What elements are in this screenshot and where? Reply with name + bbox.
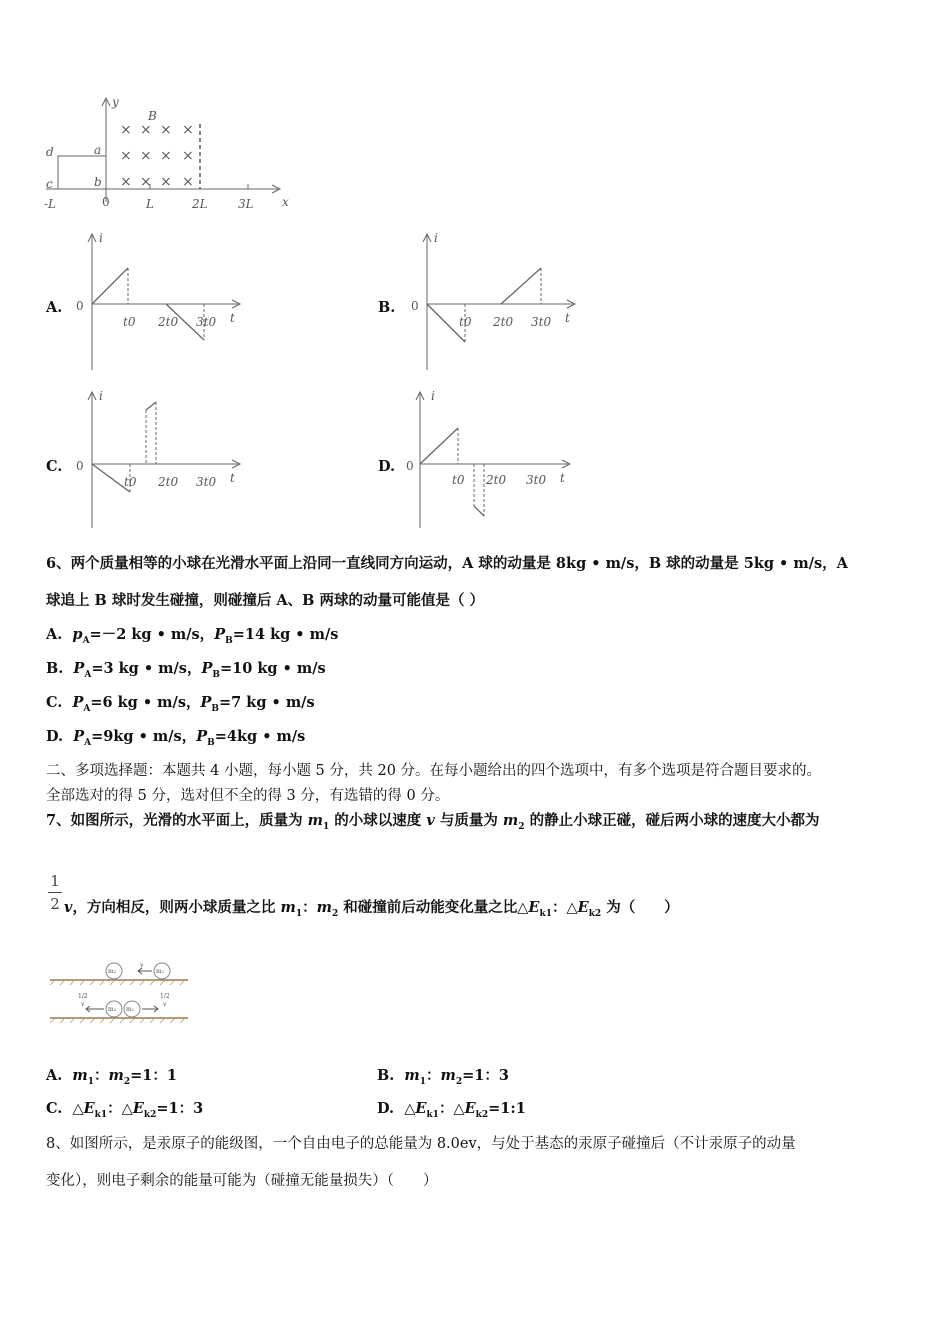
origin-label: 0 — [76, 299, 84, 313]
svg-text:×: × — [140, 122, 152, 138]
tick-label: 3t0 — [196, 475, 217, 489]
x-axis-label: t — [560, 471, 565, 485]
q6-option-d[interactable]: D. $P_A=9kg$ • m/s，$P_B=4kg$ • m/s — [46, 728, 306, 748]
graph-a — [70, 230, 250, 380]
origin-label: 0 — [406, 459, 414, 473]
fraction-denominator: 2 — [50, 895, 60, 913]
origin-label: 0 — [76, 459, 84, 473]
graph-d — [400, 388, 580, 533]
tick-label: -L — [44, 197, 57, 211]
tick-label: 3t0 — [526, 473, 547, 487]
option-c-letter[interactable]: C. — [46, 458, 63, 475]
q7-stem-line1: 7、如图所示，光滑的水平面上，质量为 $m_1$ 的小球以速度 v 与质量为 $m_2$ 的静止小球正碰，碰后两小球的速度大小都为 — [46, 812, 820, 832]
svg-text:×: × — [120, 148, 132, 164]
tick-label: 3t0 — [531, 315, 552, 329]
tick-label: t0 — [459, 315, 472, 329]
tick-label: t0 — [452, 473, 465, 487]
x-axis-label: t — [230, 471, 235, 485]
q7-option-b[interactable]: B. $m_1$：$m_2=1$：3 — [377, 1067, 509, 1087]
tick-label: 3L — [238, 197, 254, 211]
q7-stem-line2: v，方向相反，则两小球质量之比 $m_1$：$m_2$ 和碰撞前后动能变化量之比$\triangle E_{k1}$：$\triangle E_{k2}$ 为（ ） — [64, 899, 679, 919]
corner-d: d — [46, 145, 54, 159]
tick-label: 2L — [192, 197, 208, 211]
svg-text:×: × — [160, 122, 172, 138]
corner-a: a — [94, 143, 102, 157]
q8-stem-line2: 变化），则电子剩余的能量可能为（碰撞无能量损失）（ ） — [46, 1173, 438, 1189]
tick-label: 2t0 — [158, 475, 179, 489]
svg-text:×: × — [140, 174, 152, 190]
tick-label: t0 — [123, 315, 136, 329]
graph-c — [70, 388, 250, 533]
q7-option-c[interactable]: C. $\triangle E_{k1}$：$\triangle E_{k2}=1$：3 — [46, 1100, 204, 1120]
svg-text:×: × — [160, 148, 172, 164]
tick-label: L — [146, 197, 154, 211]
svg-text:×: × — [182, 122, 194, 138]
q6-stem-line1: 6、两个质量相等的小球在光滑水平面上沿同一直线同方向运动，A 球的动量是 8kg • m/s，B 球的动量是 5kg • m/s，A — [46, 555, 848, 572]
velocity-label: v — [81, 1001, 85, 1008]
svg-text:×: × — [120, 174, 132, 190]
magnetic-field-figure — [40, 92, 290, 217]
option-b-letter[interactable]: B. — [378, 299, 396, 316]
half-label: 1/2 — [78, 993, 88, 1000]
tick-label: 3t0 — [196, 315, 217, 329]
half-fraction — [48, 872, 62, 913]
corner-b: b — [94, 175, 102, 189]
svg-text:×: × — [182, 174, 194, 190]
x-axis-label: t — [565, 311, 570, 325]
velocity-label: v — [163, 1001, 167, 1008]
svg-text:×: × — [140, 148, 152, 164]
q7-option-a[interactable]: A. $m_1$：$m_2=1$：1 — [46, 1067, 177, 1087]
tick-label: 2t0 — [486, 473, 507, 487]
q6-option-b[interactable]: B. $P_A=3$ kg • m/s，$P_B=10$ kg • m/s — [46, 660, 326, 680]
y-axis-label: i — [99, 389, 103, 403]
y-axis-label: i — [434, 231, 438, 245]
graph-b — [405, 230, 585, 380]
corner-c: c — [46, 177, 53, 191]
x-axis-label: t — [230, 311, 235, 325]
q6-option-c[interactable]: C. $P_A=6$ kg • m/s，$P_B=7$ kg • m/s — [46, 694, 315, 714]
fraction-numerator: 1 — [50, 872, 60, 890]
svg-text:×: × — [182, 148, 194, 164]
svg-text:×: × — [160, 174, 172, 190]
section2-line1: 二、多项选择题：本题共 4 小题，每小题 5 分，共 20 分。在每小题给出的四个选项中，有多个选项是符合题目要求的。 — [46, 763, 822, 779]
axis-y-label: y — [112, 95, 119, 109]
svg-text:×: × — [120, 122, 132, 138]
axis-x-label: x — [282, 195, 289, 209]
tick-label: 0 — [102, 195, 110, 209]
ball-label: m₁ — [156, 968, 165, 975]
origin-label: 0 — [411, 299, 419, 313]
q6-option-a[interactable]: A. $p_A=-2$ kg • m/s，$P_B=14$ kg • m/s — [46, 626, 339, 646]
q6-stem-line2: 球追上 B 球时发生碰撞，则碰撞后 A、B 两球的动量可能值是（ ） — [46, 592, 484, 609]
y-axis-label: i — [99, 231, 103, 245]
tick-label: 2t0 — [158, 315, 179, 329]
section2-line2: 全部选对的得 5 分，选对但不全的得 3 分，有选错的得 0 分。 — [46, 788, 450, 804]
collision-figure — [48, 958, 190, 1028]
ball-label: m₁ — [126, 1006, 135, 1013]
field-label: B — [148, 109, 157, 123]
option-d-letter[interactable]: D. — [378, 458, 396, 475]
option-a-letter[interactable]: A. — [46, 299, 63, 316]
ball-label: m₂ — [108, 968, 117, 975]
ball-label: m₂ — [108, 1006, 117, 1013]
y-axis-label: i — [431, 389, 435, 403]
half-label: 1/2 — [160, 993, 170, 1000]
tick-label: 2t0 — [493, 315, 514, 329]
velocity-label: v — [140, 962, 144, 969]
q7-option-d[interactable]: D. $\triangle E_{k1}$：$\triangle E_{k2}=1:1$ — [377, 1100, 526, 1120]
tick-label: t0 — [124, 475, 137, 489]
q8-stem-line1: 8、如图所示，是汞原子的能级图，一个自由电子的总能量为 8.0ev，与处于基态的汞原子碰撞后（不计汞原子的动量 — [46, 1136, 796, 1152]
